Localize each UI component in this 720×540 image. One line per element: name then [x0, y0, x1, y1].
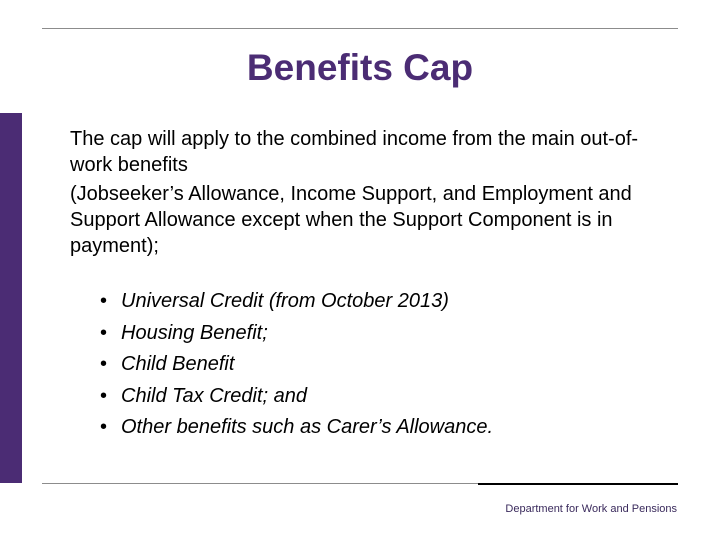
left-accent-bar: [0, 113, 22, 483]
list-item-text: Housing Benefit;: [121, 321, 268, 344]
top-divider: [42, 28, 678, 29]
list-item-text: Universal Credit (from October 2013): [121, 290, 449, 312]
list-item-text: Child Benefit: [121, 353, 235, 375]
bullet-icon: •: [100, 353, 108, 375]
slide-title: Benefits Cap: [246, 47, 474, 88]
bottom-divider-accent: [478, 483, 678, 485]
list-item: [100, 381, 493, 413]
list-item: [100, 412, 493, 444]
bullet-icon: •: [100, 384, 108, 407]
list-item: [100, 286, 493, 318]
bullet-icon: •: [100, 321, 108, 344]
bullet-icon: •: [100, 416, 108, 438]
intro-line: (Jobseeker’s Allowance, Income Support, and Employment and Support Allowance except when the Support Component is in payment);: [70, 183, 632, 257]
list-item-text: Other benefits such as Carer’s Allowance.: [121, 416, 494, 438]
list-item-text: Child Tax Credit; and: [121, 384, 308, 407]
list-item: [100, 318, 493, 350]
bullet-icon: •: [100, 290, 108, 312]
intro-line: The cap will apply to the combined income from the main out-of-work benefits: [70, 128, 639, 176]
intro-text: [70, 126, 680, 262]
list-item: [100, 349, 493, 381]
footer-organisation: Department for Work and Pensions: [505, 503, 677, 515]
benefit-list: [100, 286, 493, 444]
